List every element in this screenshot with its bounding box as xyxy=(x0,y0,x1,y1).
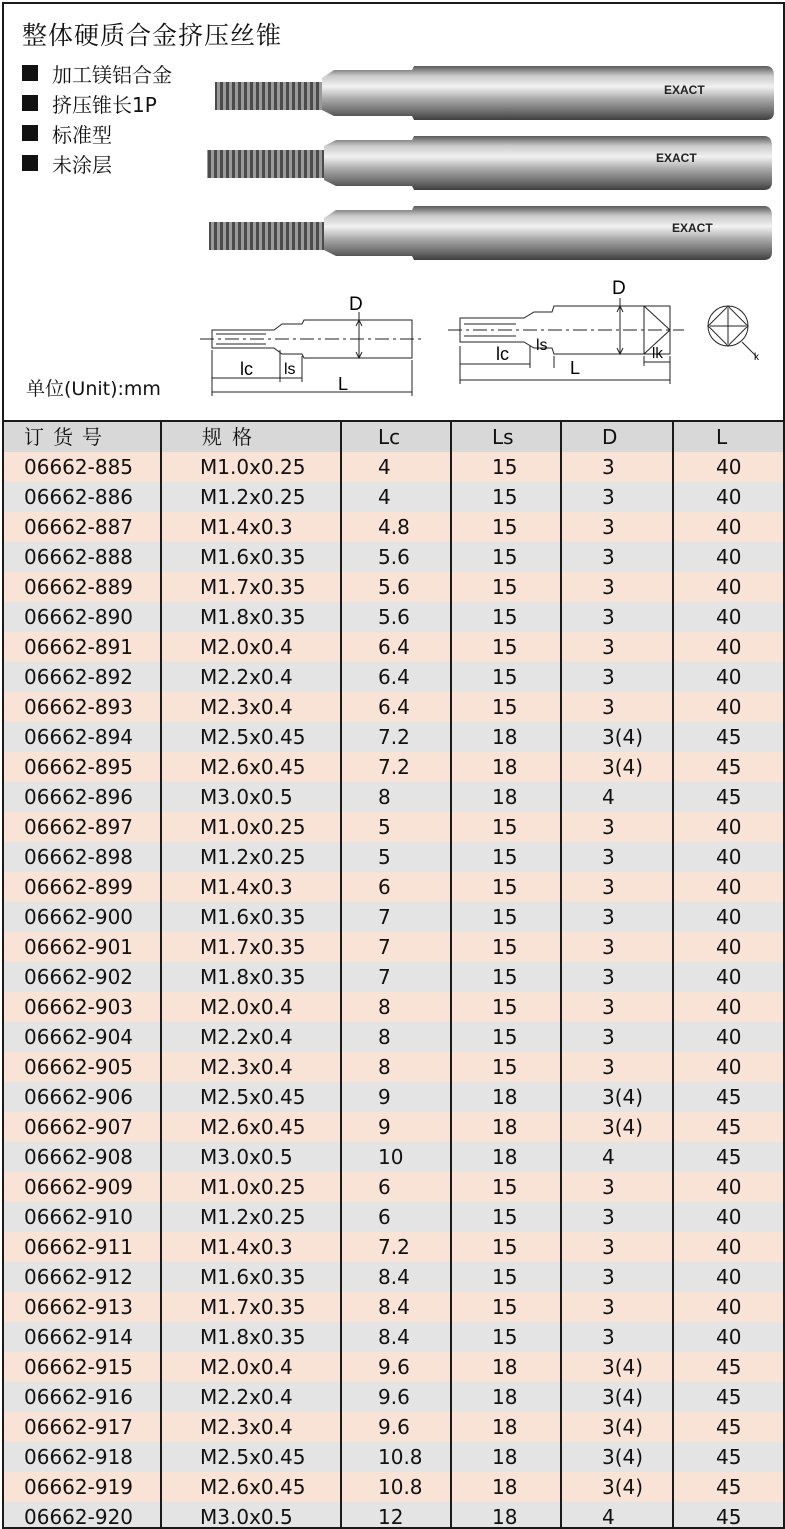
l-cell: 45 xyxy=(716,1415,742,1439)
lc-cell: 8.4 xyxy=(342,1262,452,1292)
lc-cell: 5.6 xyxy=(342,542,452,572)
d-cell: 3 xyxy=(562,812,674,842)
ls-cell: 18 xyxy=(452,1472,562,1502)
order-no-cell: 06662-910 xyxy=(4,1202,162,1232)
spec-cell: M1.6x0.35 xyxy=(162,1262,342,1292)
table-row xyxy=(4,722,783,752)
order-no-cell: 06662-888 xyxy=(4,542,162,572)
spec-cell: M1.4x0.3 xyxy=(162,512,342,542)
d-cell: 3 xyxy=(562,1052,674,1082)
ls-cell: 18 xyxy=(452,1412,562,1442)
d-cell: 3 xyxy=(562,572,674,602)
lc-cell: 4 xyxy=(342,452,452,482)
dim-label-ls: ls xyxy=(536,337,548,354)
spec-table xyxy=(4,422,783,1529)
lc-cell: 6 xyxy=(342,872,452,902)
lc-cell: 5.6 xyxy=(342,572,452,602)
lc-cell: 9.6 xyxy=(342,1412,452,1442)
spec-cell: M2.3x0.4 xyxy=(162,1412,342,1442)
l-cell: 45 xyxy=(716,725,742,749)
product-header xyxy=(4,4,783,422)
ls-cell: 15 xyxy=(452,1232,562,1262)
d-cell: 3 xyxy=(562,1262,674,1292)
ls-cell: 15 xyxy=(452,1022,562,1052)
order-no-cell: 06662-912 xyxy=(4,1262,162,1292)
spec-cell: M1.8x0.35 xyxy=(162,962,342,992)
order-no-cell: 06662-919 xyxy=(4,1472,162,1502)
spec-cell: M3.0x0.5 xyxy=(162,1502,342,1529)
product-title: 整体硬质合金挤压丝锥 xyxy=(22,21,283,50)
column-header-d: D xyxy=(562,422,674,452)
table-row xyxy=(4,572,783,602)
lc-cell: 7.2 xyxy=(342,752,452,782)
lc-cell: 7 xyxy=(342,962,452,992)
lc-cell: 9.6 xyxy=(342,1382,452,1412)
spec-cell: M1.2x0.25 xyxy=(162,482,342,512)
l-cell: 45 xyxy=(716,1085,742,1109)
lc-cell: 8 xyxy=(342,1052,452,1082)
order-no-cell: 06662-904 xyxy=(4,1022,162,1052)
spec-cell: M2.0x0.4 xyxy=(162,1352,342,1382)
order-no-cell: 06662-913 xyxy=(4,1292,162,1322)
dim-label-l: L xyxy=(570,358,581,378)
spec-cell: M3.0x0.5 xyxy=(162,782,342,812)
order-no-cell: 06662-915 xyxy=(4,1352,162,1382)
spec-cell: M3.0x0.5 xyxy=(162,1142,342,1172)
table-row xyxy=(4,1442,783,1472)
lc-cell: 9 xyxy=(342,1082,452,1112)
order-no-cell: 06662-908 xyxy=(4,1142,162,1172)
spec-cell: M2.5x0.45 xyxy=(162,722,342,752)
order-no-cell: 06662-895 xyxy=(4,752,162,782)
d-cell: 3(4) xyxy=(562,1352,674,1382)
d-cell: 3(4) xyxy=(562,1412,674,1442)
l-cell: 45 xyxy=(716,1445,742,1469)
feature-text: 挤压锥长1P xyxy=(52,92,157,117)
table-header-row xyxy=(4,422,783,452)
spec-cell: M2.5x0.45 xyxy=(162,1442,342,1472)
lc-cell: 10 xyxy=(342,1142,452,1172)
l-cell: 45 xyxy=(716,755,742,779)
ls-cell: 15 xyxy=(452,1292,562,1322)
ls-cell: 15 xyxy=(452,992,562,1022)
ls-cell: 18 xyxy=(452,1382,562,1412)
order-no-cell: 06662-901 xyxy=(4,932,162,962)
table-body xyxy=(4,452,783,1529)
lc-cell: 7.2 xyxy=(342,722,452,752)
feature-text: 标准型 xyxy=(52,122,112,147)
lc-cell: 6.4 xyxy=(342,692,452,722)
d-cell: 3(4) xyxy=(562,1112,674,1142)
d-cell: 3(4) xyxy=(562,1472,674,1502)
d-cell: 3 xyxy=(562,932,674,962)
dim-label-lk: lk xyxy=(652,345,663,362)
spec-cell: M1.0x0.25 xyxy=(162,1172,342,1202)
spec-cell: M2.6x0.45 xyxy=(162,1112,342,1142)
order-no-cell: 06662-892 xyxy=(4,662,162,692)
ls-cell: 15 xyxy=(452,662,562,692)
ls-cell: 15 xyxy=(452,542,562,572)
lc-cell: 8.4 xyxy=(342,1322,452,1352)
d-cell: 3 xyxy=(562,662,674,692)
dim-label-d: D xyxy=(612,278,626,299)
brand-mark: EXACT xyxy=(672,221,713,235)
unit-label: 单位(Unit):mm xyxy=(26,378,161,400)
d-cell: 3 xyxy=(562,902,674,932)
ls-cell: 15 xyxy=(452,1322,562,1352)
table-row xyxy=(4,1292,783,1322)
table-row xyxy=(4,1022,783,1052)
ls-cell: 18 xyxy=(452,1352,562,1382)
l-cell: 40 xyxy=(716,605,742,629)
order-no-cell: 06662-886 xyxy=(4,482,162,512)
catalog-page xyxy=(2,2,785,1529)
d-cell: 3(4) xyxy=(562,722,674,752)
l-cell: 45 xyxy=(716,1145,742,1169)
ls-cell: 15 xyxy=(452,962,562,992)
spec-cell: M2.3x0.4 xyxy=(162,692,342,722)
spec-cell: M1.7x0.35 xyxy=(162,1292,342,1322)
dim-label-d: D xyxy=(349,294,363,315)
lc-cell: 7.2 xyxy=(342,1232,452,1262)
l-cell: 40 xyxy=(716,1325,742,1349)
ls-cell: 18 xyxy=(452,722,562,752)
table-row xyxy=(4,542,783,572)
order-no-cell: 06662-905 xyxy=(4,1052,162,1082)
brand-mark: EXACT xyxy=(664,83,705,97)
order-no-cell: 06662-887 xyxy=(4,512,162,542)
l-cell: 40 xyxy=(716,455,742,479)
table-row xyxy=(4,782,783,812)
l-cell: 40 xyxy=(716,935,742,959)
spec-cell: M1.7x0.35 xyxy=(162,932,342,962)
lc-cell: 10.8 xyxy=(342,1472,452,1502)
lc-cell: 5.6 xyxy=(342,602,452,632)
diagram-square-shank xyxy=(448,298,756,384)
d-cell: 4 xyxy=(562,782,674,812)
order-no-cell: 06662-902 xyxy=(4,962,162,992)
dim-label-l: L xyxy=(338,374,349,394)
ls-cell: 18 xyxy=(452,1442,562,1472)
d-cell: 3(4) xyxy=(562,1442,674,1472)
lc-cell: 10.8 xyxy=(342,1442,452,1472)
d-cell: 3 xyxy=(562,1232,674,1262)
ls-cell: 18 xyxy=(452,782,562,812)
table-row xyxy=(4,992,783,1022)
technical-diagrams xyxy=(4,4,783,420)
d-cell: 3 xyxy=(562,452,674,482)
spec-cell: M2.6x0.45 xyxy=(162,752,342,782)
column-header-lc: Lc xyxy=(342,422,452,452)
ls-cell: 15 xyxy=(452,842,562,872)
order-no-cell: 06662-911 xyxy=(4,1232,162,1262)
table-row xyxy=(4,872,783,902)
d-cell: 3 xyxy=(562,1172,674,1202)
table-row xyxy=(4,512,783,542)
lc-cell: 8 xyxy=(342,1022,452,1052)
table-row xyxy=(4,482,783,512)
lc-cell: 6 xyxy=(342,1202,452,1232)
d-cell: 3 xyxy=(562,962,674,992)
l-cell: 45 xyxy=(716,1385,742,1409)
d-cell: 3 xyxy=(562,872,674,902)
ls-cell: 15 xyxy=(452,632,562,662)
lc-cell: 4 xyxy=(342,482,452,512)
l-cell: 40 xyxy=(716,545,742,569)
spec-cell: M1.2x0.25 xyxy=(162,1202,342,1232)
table-row xyxy=(4,1142,783,1172)
table-row xyxy=(4,1172,783,1202)
lc-cell: 7 xyxy=(342,932,452,962)
ls-cell: 15 xyxy=(452,1202,562,1232)
table-row xyxy=(4,1082,783,1112)
lc-cell: 9 xyxy=(342,1112,452,1142)
table-row xyxy=(4,1232,783,1262)
spec-cell: M1.0x0.25 xyxy=(162,812,342,842)
l-cell: 45 xyxy=(716,1355,742,1379)
spec-cell: M2.5x0.45 xyxy=(162,1082,342,1112)
l-cell: 40 xyxy=(716,1205,742,1229)
d-cell: 3(4) xyxy=(562,1382,674,1412)
spec-cell: M2.0x0.4 xyxy=(162,632,342,662)
order-no-cell: 06662-900 xyxy=(4,902,162,932)
lc-cell: 5 xyxy=(342,812,452,842)
l-cell: 45 xyxy=(716,785,742,809)
l-cell: 40 xyxy=(716,1295,742,1319)
lc-cell: 6 xyxy=(342,1172,452,1202)
ls-cell: 18 xyxy=(452,1112,562,1142)
spec-cell: M2.2x0.4 xyxy=(162,662,342,692)
ls-cell: 15 xyxy=(452,1262,562,1292)
ls-cell: 15 xyxy=(452,482,562,512)
spec-cell: M2.2x0.4 xyxy=(162,1022,342,1052)
table-row xyxy=(4,1502,783,1529)
table-row xyxy=(4,1262,783,1292)
table-row xyxy=(4,902,783,932)
d-cell: 3 xyxy=(562,1292,674,1322)
ls-cell: 15 xyxy=(452,1172,562,1202)
d-cell: 3 xyxy=(562,602,674,632)
lc-cell: 12 xyxy=(342,1502,452,1529)
table-row xyxy=(4,1322,783,1352)
l-cell: 40 xyxy=(716,1055,742,1079)
column-header-ls: Ls xyxy=(452,422,562,452)
ls-cell: 15 xyxy=(452,1052,562,1082)
spec-cell: M1.6x0.35 xyxy=(162,902,342,932)
dim-label-lc: lc xyxy=(240,359,253,379)
order-no-cell: 06662-906 xyxy=(4,1082,162,1112)
table-row xyxy=(4,752,783,782)
order-no-cell: 06662-920 xyxy=(4,1502,162,1529)
table-row xyxy=(4,1112,783,1142)
lc-cell: 6.4 xyxy=(342,632,452,662)
lc-cell: 7 xyxy=(342,902,452,932)
table-row xyxy=(4,1202,783,1232)
ls-cell: 15 xyxy=(452,572,562,602)
order-no-cell: 06662-891 xyxy=(4,632,162,662)
order-no-cell: 06662-903 xyxy=(4,992,162,1022)
l-cell: 45 xyxy=(716,1475,742,1499)
spec-cell: M1.8x0.35 xyxy=(162,1322,342,1352)
dim-label-ls: ls xyxy=(284,361,296,378)
ls-cell: 18 xyxy=(452,1142,562,1172)
lc-cell: 8 xyxy=(342,782,452,812)
ls-cell: 15 xyxy=(452,872,562,902)
d-cell: 3 xyxy=(562,842,674,872)
d-cell: 3(4) xyxy=(562,1082,674,1112)
dim-label-lc: lc xyxy=(496,344,509,364)
column-header-l: L xyxy=(716,425,728,449)
d-cell: 3 xyxy=(562,1022,674,1052)
table-row xyxy=(4,1412,783,1442)
l-cell: 45 xyxy=(716,1505,742,1529)
order-no-cell: 06662-894 xyxy=(4,722,162,752)
feature-text: 未涂层 xyxy=(52,152,112,177)
order-no-cell: 06662-916 xyxy=(4,1382,162,1412)
l-cell: 40 xyxy=(716,575,742,599)
ls-cell: 15 xyxy=(452,452,562,482)
ls-cell: 15 xyxy=(452,902,562,932)
l-cell: 40 xyxy=(716,905,742,929)
l-cell: 45 xyxy=(716,1115,742,1139)
order-no-cell: 06662-914 xyxy=(4,1322,162,1352)
order-no-cell: 06662-899 xyxy=(4,872,162,902)
d-cell: 3 xyxy=(562,1322,674,1352)
table-row xyxy=(4,662,783,692)
d-cell: 3 xyxy=(562,692,674,722)
table-row xyxy=(4,812,783,842)
l-cell: 40 xyxy=(716,845,742,869)
order-no-cell: 06662-907 xyxy=(4,1112,162,1142)
order-no-cell: 06662-890 xyxy=(4,602,162,632)
column-header-order-no: 订货号 xyxy=(4,422,162,452)
spec-cell: M1.7x0.35 xyxy=(162,572,342,602)
brand-mark: EXACT xyxy=(656,151,697,165)
l-cell: 40 xyxy=(716,875,742,899)
table-row xyxy=(4,1472,783,1502)
spec-cell: M2.2x0.4 xyxy=(162,1382,342,1412)
spec-cell: M1.8x0.35 xyxy=(162,602,342,632)
table-row xyxy=(4,962,783,992)
order-no-cell: 06662-909 xyxy=(4,1172,162,1202)
diagram-standard xyxy=(200,312,424,396)
l-cell: 40 xyxy=(716,665,742,689)
order-no-cell: 06662-885 xyxy=(4,452,162,482)
table-row xyxy=(4,1052,783,1082)
d-cell: 4 xyxy=(562,1142,674,1172)
spec-cell: M1.2x0.25 xyxy=(162,842,342,872)
spec-cell: M1.0x0.25 xyxy=(162,452,342,482)
l-cell: 40 xyxy=(716,635,742,659)
lc-cell: 8.4 xyxy=(342,1292,452,1322)
l-cell: 40 xyxy=(716,965,742,989)
ls-cell: 18 xyxy=(452,1502,562,1529)
table-row xyxy=(4,602,783,632)
l-cell: 40 xyxy=(716,1025,742,1049)
order-no-cell: 06662-889 xyxy=(4,572,162,602)
d-cell: 3 xyxy=(562,512,674,542)
d-cell: 3 xyxy=(562,632,674,662)
table-row xyxy=(4,1352,783,1382)
ls-cell: 15 xyxy=(452,812,562,842)
d-cell: 4 xyxy=(562,1502,674,1529)
l-cell: 40 xyxy=(716,515,742,539)
spec-cell: M2.3x0.4 xyxy=(162,1052,342,1082)
table-row xyxy=(4,632,783,662)
lc-cell: 4.8 xyxy=(342,512,452,542)
l-cell: 40 xyxy=(716,995,742,1019)
order-no-cell: 06662-896 xyxy=(4,782,162,812)
order-no-cell: 06662-897 xyxy=(4,812,162,842)
d-cell: 3 xyxy=(562,542,674,572)
ls-cell: 18 xyxy=(452,1082,562,1112)
order-no-cell: 06662-917 xyxy=(4,1412,162,1442)
column-header-spec: 规格 xyxy=(162,422,342,452)
order-no-cell: 06662-918 xyxy=(4,1442,162,1472)
order-no-cell: 06662-898 xyxy=(4,842,162,872)
table-row xyxy=(4,932,783,962)
spec-cell: M2.0x0.4 xyxy=(162,992,342,1022)
d-cell: 3 xyxy=(562,992,674,1022)
lc-cell: 6.4 xyxy=(342,662,452,692)
ls-cell: 15 xyxy=(452,602,562,632)
lc-cell: 5 xyxy=(342,842,452,872)
table-row xyxy=(4,452,783,482)
d-cell: 3(4) xyxy=(562,752,674,782)
table-row xyxy=(4,1382,783,1412)
spec-cell: M1.6x0.35 xyxy=(162,542,342,572)
l-cell: 40 xyxy=(716,1265,742,1289)
l-cell: 40 xyxy=(716,1235,742,1259)
l-cell: 40 xyxy=(716,1175,742,1199)
table-row xyxy=(4,842,783,872)
lc-cell: 9.6 xyxy=(342,1352,452,1382)
l-cell: 40 xyxy=(716,485,742,509)
dim-label-k: k xyxy=(754,352,759,363)
lc-cell: 8 xyxy=(342,992,452,1022)
d-cell: 3 xyxy=(562,482,674,512)
l-cell: 40 xyxy=(716,695,742,719)
order-no-cell: 06662-893 xyxy=(4,692,162,722)
spec-cell: M1.4x0.3 xyxy=(162,1232,342,1262)
spec-cell: M1.4x0.3 xyxy=(162,872,342,902)
l-cell: 40 xyxy=(716,815,742,839)
d-cell: 3 xyxy=(562,1202,674,1232)
ls-cell: 15 xyxy=(452,512,562,542)
ls-cell: 15 xyxy=(452,692,562,722)
ls-cell: 18 xyxy=(452,752,562,782)
ls-cell: 15 xyxy=(452,932,562,962)
table-row xyxy=(4,692,783,722)
feature-text: 加工镁铝合金 xyxy=(52,62,172,87)
spec-cell: M2.6x0.45 xyxy=(162,1472,342,1502)
